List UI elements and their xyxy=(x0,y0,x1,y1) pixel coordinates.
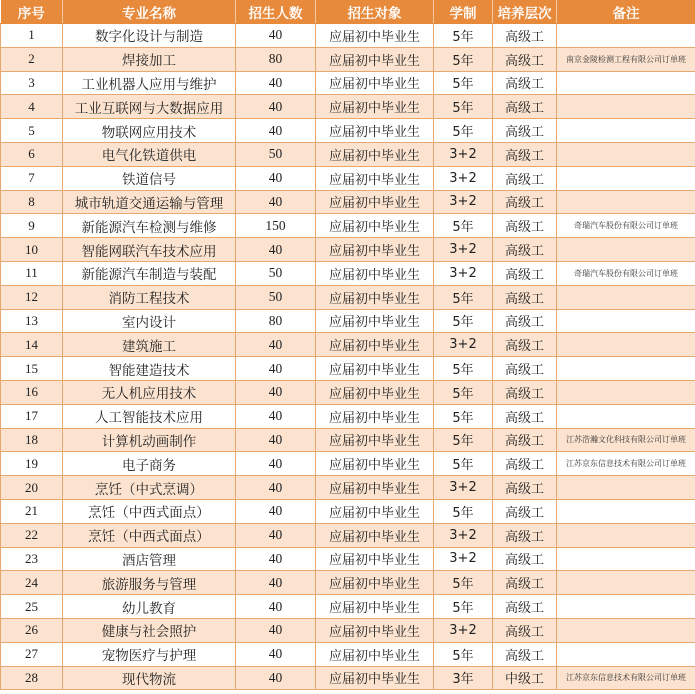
cell-years: 5年 xyxy=(434,452,493,476)
cell-level: 高级工 xyxy=(493,380,557,404)
table-row xyxy=(1,71,695,95)
cell-no: 15 xyxy=(1,357,63,381)
cell-target: 应届初中毕业生 xyxy=(316,571,434,595)
cell-no: 20 xyxy=(1,476,63,500)
cell-level: 高级工 xyxy=(493,404,557,428)
cell-no: 25 xyxy=(1,595,63,619)
cell-no: 11 xyxy=(1,261,63,285)
cell-level: 高级工 xyxy=(493,166,557,190)
cell-no: 6 xyxy=(1,142,63,166)
cell-major: 宠物医疗与护理 xyxy=(63,642,236,666)
cell-target: 应届初中毕业生 xyxy=(316,642,434,666)
cell-note xyxy=(557,190,695,214)
cell-years: 3+2 xyxy=(434,166,493,190)
cell-years: 5年 xyxy=(434,285,493,309)
cell-target: 应届初中毕业生 xyxy=(316,452,434,476)
cell-count: 50 xyxy=(236,142,316,166)
cell-note xyxy=(557,95,695,119)
cell-target: 应届初中毕业生 xyxy=(316,428,434,452)
cell-note: 南京金陵检测工程有限公司订单班 xyxy=(557,47,695,71)
cell-note xyxy=(557,476,695,500)
cell-no: 28 xyxy=(1,666,63,690)
cell-years: 3+2 xyxy=(434,238,493,262)
cell-no: 18 xyxy=(1,428,63,452)
table-header-row xyxy=(1,0,695,24)
cell-level: 高级工 xyxy=(493,333,557,357)
cell-count: 40 xyxy=(236,333,316,357)
header-major: 专业名称 xyxy=(63,0,236,24)
cell-count: 40 xyxy=(236,119,316,143)
cell-note xyxy=(557,71,695,95)
cell-note xyxy=(557,166,695,190)
cell-major: 物联网应用技术 xyxy=(63,119,236,143)
cell-years: 3+2 xyxy=(434,547,493,571)
cell-note: 奇瑞汽车股份有限公司订单班 xyxy=(557,261,695,285)
cell-level: 高级工 xyxy=(493,428,557,452)
table-row xyxy=(1,166,695,190)
cell-no: 26 xyxy=(1,618,63,642)
header-target: 招生对象 xyxy=(316,0,434,24)
table-row xyxy=(1,428,695,452)
cell-note xyxy=(557,357,695,381)
cell-level: 中级工 xyxy=(493,666,557,690)
cell-count: 40 xyxy=(236,642,316,666)
cell-count: 40 xyxy=(236,24,316,48)
cell-years: 3+2 xyxy=(434,333,493,357)
cell-major: 酒店管理 xyxy=(63,547,236,571)
cell-note xyxy=(557,119,695,143)
cell-note xyxy=(557,404,695,428)
cell-no: 27 xyxy=(1,642,63,666)
cell-note xyxy=(557,238,695,262)
cell-target: 应届初中毕业生 xyxy=(316,357,434,381)
cell-years: 5年 xyxy=(434,380,493,404)
table-row xyxy=(1,214,695,238)
cell-level: 高级工 xyxy=(493,476,557,500)
cell-major: 烹饪（中西式面点） xyxy=(63,523,236,547)
cell-major: 旅游服务与管理 xyxy=(63,571,236,595)
cell-count: 80 xyxy=(236,309,316,333)
cell-note xyxy=(557,571,695,595)
cell-no: 23 xyxy=(1,547,63,571)
cell-major: 智能建造技术 xyxy=(63,357,236,381)
cell-major: 城市轨道交通运输与管理 xyxy=(63,190,236,214)
table-body xyxy=(1,24,695,690)
cell-level: 高级工 xyxy=(493,261,557,285)
cell-count: 40 xyxy=(236,571,316,595)
cell-count: 40 xyxy=(236,238,316,262)
cell-note xyxy=(557,142,695,166)
table-row xyxy=(1,285,695,309)
table-row xyxy=(1,24,695,48)
cell-no: 1 xyxy=(1,24,63,48)
cell-years: 3+2 xyxy=(434,523,493,547)
cell-major: 铁道信号 xyxy=(63,166,236,190)
cell-count: 40 xyxy=(236,71,316,95)
cell-no: 5 xyxy=(1,119,63,143)
cell-target: 应届初中毕业生 xyxy=(316,618,434,642)
cell-level: 高级工 xyxy=(493,71,557,95)
cell-major: 新能源汽车检测与维修 xyxy=(63,214,236,238)
cell-target: 应届初中毕业生 xyxy=(316,523,434,547)
cell-level: 高级工 xyxy=(493,142,557,166)
table-row xyxy=(1,119,695,143)
cell-note xyxy=(557,499,695,523)
table-row xyxy=(1,499,695,523)
table-row xyxy=(1,333,695,357)
cell-count: 40 xyxy=(236,595,316,619)
cell-level: 高级工 xyxy=(493,618,557,642)
header-years: 学制 xyxy=(434,0,493,24)
cell-level: 高级工 xyxy=(493,190,557,214)
cell-count: 40 xyxy=(236,476,316,500)
table-row xyxy=(1,404,695,428)
cell-years: 5年 xyxy=(434,95,493,119)
cell-target: 应届初中毕业生 xyxy=(316,214,434,238)
cell-years: 5年 xyxy=(434,595,493,619)
cell-years: 5年 xyxy=(434,404,493,428)
cell-major: 人工智能技术应用 xyxy=(63,404,236,428)
cell-count: 40 xyxy=(236,357,316,381)
table-row xyxy=(1,547,695,571)
cell-count: 50 xyxy=(236,261,316,285)
cell-no: 4 xyxy=(1,95,63,119)
table-row xyxy=(1,666,695,690)
table-row xyxy=(1,380,695,404)
cell-count: 40 xyxy=(236,618,316,642)
cell-note: 江苏京东信息技术有限公司订单班 xyxy=(557,666,695,690)
cell-count: 40 xyxy=(236,166,316,190)
cell-target: 应届初中毕业生 xyxy=(316,261,434,285)
cell-years: 5年 xyxy=(434,47,493,71)
cell-target: 应届初中毕业生 xyxy=(316,333,434,357)
header-level: 培养层次 xyxy=(493,0,557,24)
cell-count: 40 xyxy=(236,404,316,428)
cell-major: 工业互联网与大数据应用 xyxy=(63,95,236,119)
cell-major: 电气化铁道供电 xyxy=(63,142,236,166)
cell-years: 5年 xyxy=(434,119,493,143)
header-count: 招生人数 xyxy=(236,0,316,24)
cell-no: 10 xyxy=(1,238,63,262)
cell-no: 2 xyxy=(1,47,63,71)
cell-level: 高级工 xyxy=(493,547,557,571)
cell-note: 江苏京东信息技术有限公司订单班 xyxy=(557,452,695,476)
table-row xyxy=(1,357,695,381)
table-row xyxy=(1,142,695,166)
cell-count: 40 xyxy=(236,428,316,452)
cell-years: 5年 xyxy=(434,214,493,238)
cell-target: 应届初中毕业生 xyxy=(316,190,434,214)
cell-level: 高级工 xyxy=(493,47,557,71)
cell-level: 高级工 xyxy=(493,119,557,143)
cell-target: 应届初中毕业生 xyxy=(316,71,434,95)
cell-years: 5年 xyxy=(434,309,493,333)
cell-count: 40 xyxy=(236,666,316,690)
cell-major: 工业机器人应用与维护 xyxy=(63,71,236,95)
cell-count: 40 xyxy=(236,380,316,404)
cell-major: 新能源汽车制造与装配 xyxy=(63,261,236,285)
cell-target: 应届初中毕业生 xyxy=(316,476,434,500)
header-note: 备注 xyxy=(557,0,695,24)
cell-note xyxy=(557,547,695,571)
cell-major: 烹饪（中西式面点） xyxy=(63,499,236,523)
cell-major: 室内设计 xyxy=(63,309,236,333)
cell-years: 5年 xyxy=(434,571,493,595)
cell-years: 5年 xyxy=(434,24,493,48)
cell-target: 应届初中毕业生 xyxy=(316,95,434,119)
cell-no: 7 xyxy=(1,166,63,190)
cell-level: 高级工 xyxy=(493,523,557,547)
cell-major: 焊接加工 xyxy=(63,47,236,71)
cell-level: 高级工 xyxy=(493,595,557,619)
cell-target: 应届初中毕业生 xyxy=(316,47,434,71)
cell-major: 幼儿教育 xyxy=(63,595,236,619)
table-row xyxy=(1,523,695,547)
cell-count: 80 xyxy=(236,47,316,71)
cell-no: 24 xyxy=(1,571,63,595)
cell-no: 13 xyxy=(1,309,63,333)
table-row xyxy=(1,452,695,476)
cell-years: 3+2 xyxy=(434,261,493,285)
cell-level: 高级工 xyxy=(493,285,557,309)
cell-note xyxy=(557,642,695,666)
cell-note xyxy=(557,618,695,642)
cell-note xyxy=(557,380,695,404)
table-row xyxy=(1,238,695,262)
cell-target: 应届初中毕业生 xyxy=(316,404,434,428)
cell-level: 高级工 xyxy=(493,309,557,333)
cell-count: 40 xyxy=(236,499,316,523)
table-row xyxy=(1,618,695,642)
cell-count: 40 xyxy=(236,452,316,476)
table-row xyxy=(1,642,695,666)
cell-no: 8 xyxy=(1,190,63,214)
cell-target: 应届初中毕业生 xyxy=(316,547,434,571)
cell-level: 高级工 xyxy=(493,214,557,238)
cell-years: 5年 xyxy=(434,357,493,381)
cell-no: 17 xyxy=(1,404,63,428)
cell-target: 应届初中毕业生 xyxy=(316,666,434,690)
cell-major: 烹饪（中式烹调） xyxy=(63,476,236,500)
cell-target: 应届初中毕业生 xyxy=(316,285,434,309)
cell-note: 奇瑞汽车股份有限公司订单班 xyxy=(557,214,695,238)
cell-major: 计算机动画制作 xyxy=(63,428,236,452)
cell-note xyxy=(557,333,695,357)
cell-no: 3 xyxy=(1,71,63,95)
cell-level: 高级工 xyxy=(493,642,557,666)
cell-no: 9 xyxy=(1,214,63,238)
cell-target: 应届初中毕业生 xyxy=(316,142,434,166)
cell-level: 高级工 xyxy=(493,452,557,476)
cell-level: 高级工 xyxy=(493,238,557,262)
table-row xyxy=(1,190,695,214)
cell-level: 高级工 xyxy=(493,95,557,119)
table-row xyxy=(1,595,695,619)
cell-years: 3+2 xyxy=(434,190,493,214)
cell-target: 应届初中毕业生 xyxy=(316,24,434,48)
cell-no: 22 xyxy=(1,523,63,547)
cell-no: 14 xyxy=(1,333,63,357)
cell-count: 40 xyxy=(236,95,316,119)
cell-major: 智能网联汽车技术应用 xyxy=(63,238,236,262)
cell-years: 3+2 xyxy=(434,618,493,642)
cell-target: 应届初中毕业生 xyxy=(316,595,434,619)
cell-count: 40 xyxy=(236,190,316,214)
cell-count: 50 xyxy=(236,285,316,309)
table-row xyxy=(1,476,695,500)
cell-level: 高级工 xyxy=(493,571,557,595)
table-row xyxy=(1,261,695,285)
cell-count: 150 xyxy=(236,214,316,238)
cell-note xyxy=(557,309,695,333)
cell-target: 应届初中毕业生 xyxy=(316,380,434,404)
cell-major: 数字化设计与制造 xyxy=(63,24,236,48)
header-no: 序号 xyxy=(1,0,63,24)
cell-years: 3年 xyxy=(434,666,493,690)
cell-target: 应届初中毕业生 xyxy=(316,119,434,143)
cell-target: 应届初中毕业生 xyxy=(316,309,434,333)
cell-no: 19 xyxy=(1,452,63,476)
cell-target: 应届初中毕业生 xyxy=(316,166,434,190)
table-row xyxy=(1,95,695,119)
cell-major: 现代物流 xyxy=(63,666,236,690)
cell-no: 12 xyxy=(1,285,63,309)
cell-years: 5年 xyxy=(434,71,493,95)
table-row xyxy=(1,47,695,71)
cell-level: 高级工 xyxy=(493,24,557,48)
cell-major: 消防工程技术 xyxy=(63,285,236,309)
cell-major: 电子商务 xyxy=(63,452,236,476)
cell-note xyxy=(557,523,695,547)
cell-target: 应届初中毕业生 xyxy=(316,499,434,523)
cell-level: 高级工 xyxy=(493,357,557,381)
cell-years: 3+2 xyxy=(434,476,493,500)
table-row xyxy=(1,309,695,333)
cell-no: 16 xyxy=(1,380,63,404)
cell-target: 应届初中毕业生 xyxy=(316,238,434,262)
cell-years: 5年 xyxy=(434,642,493,666)
cell-major: 健康与社会照护 xyxy=(63,618,236,642)
table-row xyxy=(1,571,695,595)
cell-major: 建筑施工 xyxy=(63,333,236,357)
cell-no: 21 xyxy=(1,499,63,523)
cell-note xyxy=(557,24,695,48)
cell-note: 江苏浩瀚文化科技有限公司订单班 xyxy=(557,428,695,452)
cell-note xyxy=(557,285,695,309)
cell-major: 无人机应用技术 xyxy=(63,380,236,404)
cell-note xyxy=(557,595,695,619)
cell-level: 高级工 xyxy=(493,499,557,523)
cell-count: 40 xyxy=(236,523,316,547)
cell-years: 3+2 xyxy=(434,142,493,166)
cell-count: 40 xyxy=(236,547,316,571)
cell-years: 5年 xyxy=(434,428,493,452)
cell-years: 5年 xyxy=(434,499,493,523)
